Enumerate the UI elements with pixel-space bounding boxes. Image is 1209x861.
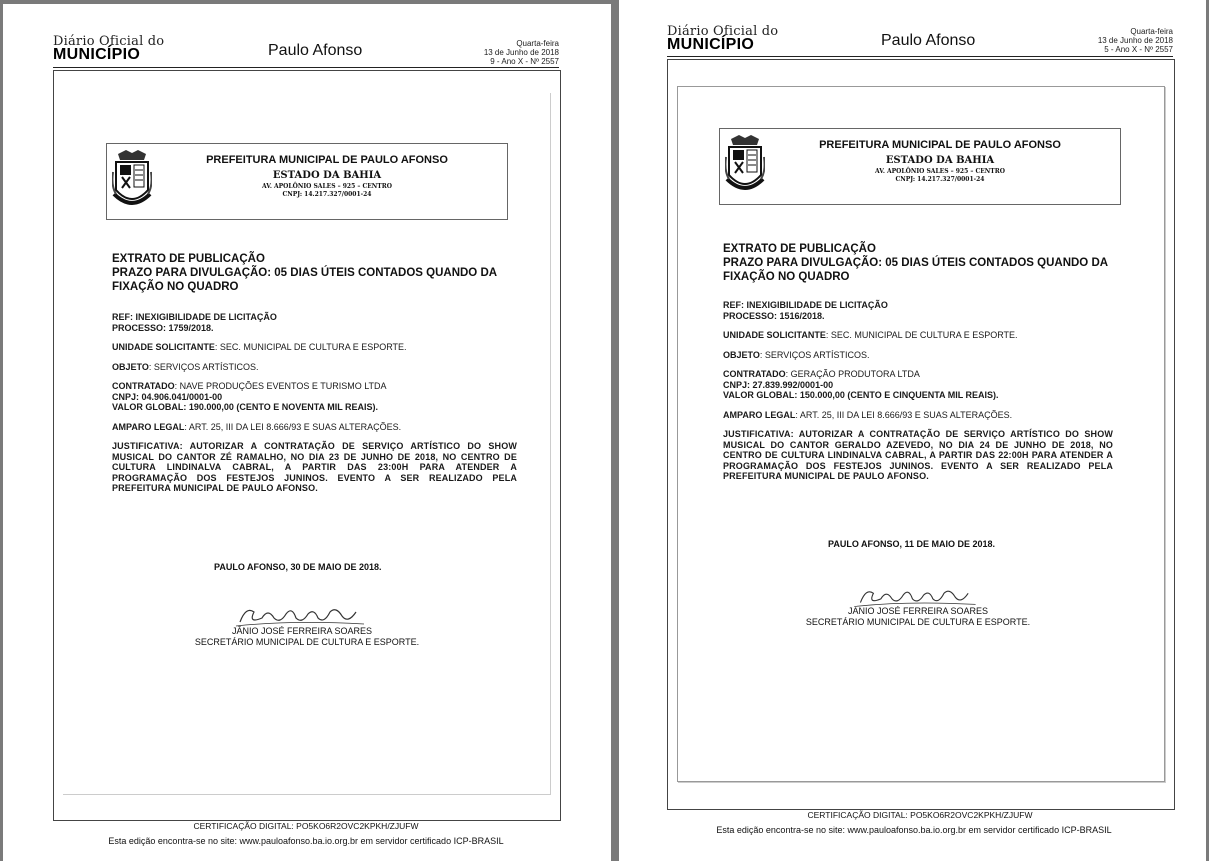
coat-of-arms-icon [725,135,765,197]
site-note: Esta edição encontra-se no site: www.pauloafonso.ba.io.org.br em servidor certificado ICP-BRASIL [108,836,504,846]
processo-line: PROCESSO: 1516/2018. [723,310,825,321]
deadline-heading: PRAZO PARA DIVULGAÇÃO: 05 DIAS ÚTEIS CONTADOS QUANDO DA FIXAÇÃO NO QUADRO [112,267,497,293]
city-name: Paulo Afonso [881,32,976,49]
extract-body [112,252,517,494]
extract-heading: EXTRATO DE PUBLICAÇÃO [723,243,876,255]
scanned-document [677,86,1165,782]
contratado-line: CONTRATADO: GERAÇÃO PRODUTORA LTDA [723,369,920,379]
deadline-heading: PRAZO PARA DIVULGAÇÃO: 05 DIAS ÚTEIS CONTADOS QUANDO DA FIXAÇÃO NO QUADRO [723,257,1108,283]
unidade-line: UNIDADE SOLICITANTE: SEC. MUNICIPAL DE CULTURA E ESPORTE. [112,342,407,352]
signer-role: SECRETÁRIO MUNICIPAL DE CULTURA E ESPORTE. [194,637,420,647]
place-date: PAULO AFONSO, 30 DE MAIO DE 2018. [214,562,382,572]
letterhead-cnpj: CNPJ: 14.217.327/0001-24 [282,191,372,198]
logo-bottom-text: MUNICÍPIO [53,46,141,63]
logo-top-text: Diário Oficial do [667,24,779,39]
scanned-document [62,92,550,794]
letterhead-box [719,128,1121,205]
cnpj-line: CNPJ: 04.906.041/0001-00 [112,391,223,402]
valor-line: VALOR GLOBAL: 150.000,00 (CENTO E CINQUENTA MIL REAIS). [723,390,999,400]
gazette-page-2 [619,0,1206,861]
signer-name: JÂNIO JOSÉ FERREIRA SOARES [231,626,373,636]
letterhead-cnpj: CNPJ: 14.217.327/0001-24 [895,176,985,183]
issue-edition: 9 - Ano X - Nº 2557 [490,57,559,66]
issue-weekday: Quarta-feira [516,39,559,48]
letterhead-address: AV. APOLÔNIO SALES – 925 – CENTRO [262,183,392,190]
ref-line: REF: INEXIGIBILIDADE DE LICITAÇÃO [723,300,888,310]
extract-body [723,242,1113,482]
letterhead-state: ESTADO DA BAHIA [272,170,382,181]
issue-date: 13 de Junho de 2018 [483,48,559,57]
letterhead-box [106,143,508,220]
city-name: Paulo Afonso [268,42,363,59]
letterhead-state: ESTADO DA BAHIA [885,155,995,166]
issue-edition: 5 - Ano X - Nº 2557 [1104,45,1173,54]
contratado-line: CONTRATADO: NAVE PRODUÇÕES EVENTOS E TURISMO LTDA [112,381,387,391]
unidade-line: UNIDADE SOLICITANTE: SEC. MUNICIPAL DE CULTURA E ESPORTE. [723,330,1018,340]
objeto-line: OBJETO: SERVIÇOS ARTÍSTICOS. [723,349,870,360]
letterhead-title: PREFEITURA MUNICIPAL DE PAULO AFONSO [206,154,448,166]
processo-line: PROCESSO: 1759/2018. [112,322,214,333]
amparo-line: AMPARO LEGAL: ART. 25, III DA LEI 8.666/93 E SUAS ALTERAÇÕES. [723,409,1013,420]
gazette-page-1 [3,4,611,861]
signer-name: JÂNIO JOSÉ FERREIRA SOARES [847,606,989,616]
justificativa-paragraph: JUSTIFICATIVA: AUTORIZAR A CONTRATAÇÃO DE SERVIÇO ARTÍSTICO DO SHOW MUSICAL DO CANTOR ZÉ RAMALHO, NO DIA 23 DE JUNHO DE 2018, NO CENTRO DE CULTURA LINDINALVA CABRAL, A PARTIR DAS 23:00H PARA ATENDER A PROGRAMAÇÃO DOS FESTEJOS JUNINOS. EVENTO A SER REALIZADO PELA PREFEITURA MUNICIPAL DE PAULO AFONSO. [112,441,517,493]
header-rule [53,67,559,68]
coat-of-arms-icon [112,150,152,212]
issue-info [1098,27,1173,54]
cnpj-line: CNPJ: 27.839.992/0001-00 [723,379,834,390]
place-date: PAULO AFONSO, 11 DE MAIO DE 2018. [828,539,996,549]
logo-top-text: Diário Oficial do [53,34,165,49]
gazette-logo [53,35,164,63]
issue-info [484,39,559,66]
objeto-line: OBJETO: SERVIÇOS ARTÍSTICOS. [112,361,259,372]
issue-date: 13 de Junho de 2018 [1097,36,1173,45]
valor-line: VALOR GLOBAL: 190.000,00 (CENTO E NOVENTA MIL REAIS). [112,402,379,412]
logo-bottom-text: MUNICÍPIO [667,36,755,53]
letterhead-address: AV. APOLÔNIO SALES – 925 – CENTRO [875,168,1005,175]
gazette-logo [667,25,778,53]
digital-certification: CERTIFICAÇÃO DIGITAL: PO5KO6R2OVC2KPKH/ZJUFW [193,821,419,831]
issue-weekday: Quarta-feira [1130,27,1173,36]
amparo-line: AMPARO LEGAL: ART. 25, III DA LEI 8.666/93 E SUAS ALTERAÇÕES. [112,421,402,432]
digital-certification: CERTIFICAÇÃO DIGITAL: PO5KO6R2OVC2KPKH/ZJUFW [807,810,1033,820]
site-note: Esta edição encontra-se no site: www.pauloafonso.ba.io.org.br em servidor certificado ICP-BRASIL [716,825,1112,835]
signer-role: SECRETÁRIO MUNICIPAL DE CULTURA E ESPORTE. [805,617,1031,627]
justificativa-paragraph: JUSTIFICATIVA: AUTORIZAR A CONTRATAÇÃO DE SERVIÇO ARTÍSTICO DO SHOW MUSICAL DO CANTOR GERALDO AZEVEDO, NO DIA 24 DE JUNHO DE 2018, NO CENTRO DE CULTURA LINDINALVA CABRAL, A PARTIR DAS 22:00H PARA ATENDER A PROGRAMAÇÃO DOS FESTEJOS JUNINOS. EVENTO A SER REALIZADO PELA PREFEITURA MUNICIPAL DE PAULO AFONSO. [723,429,1113,481]
extract-heading: EXTRATO DE PUBLICAÇÃO [112,253,265,265]
ref-line: REF: INEXIGIBILIDADE DE LICITAÇÃO [112,312,277,322]
header-rule [667,56,1173,57]
letterhead-title: PREFEITURA MUNICIPAL DE PAULO AFONSO [819,139,1061,151]
